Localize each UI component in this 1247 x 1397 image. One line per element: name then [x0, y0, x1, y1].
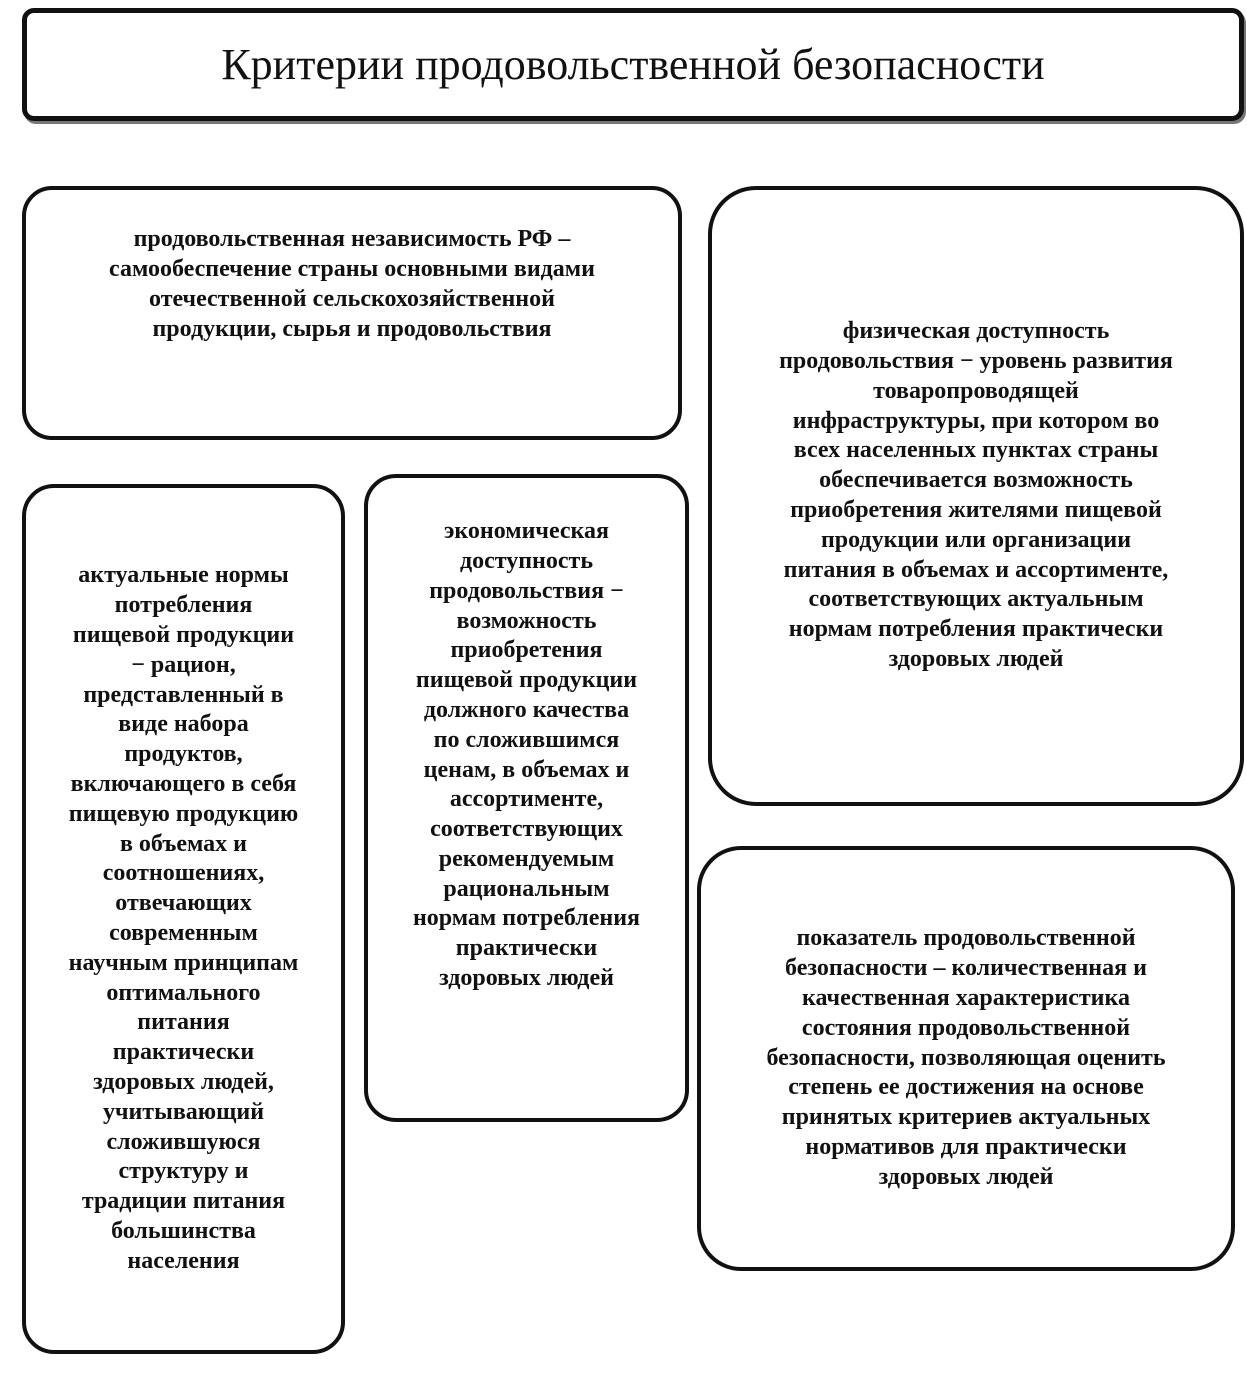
criterion-box-security-indicator — [697, 846, 1235, 1271]
criterion-text-security-indicator: показатель продовольственной безопасности – количественная и качественная характеристика состояния продовольственной безопасности, позволяющая оценить степень ее достижения на основе принятых критериев актуальных нормативов для практически здоровых людей — [766, 925, 1166, 1190]
criterion-text-economic-accessibility: экономическая доступность продовольствия − возможность приобретения пищевой продукции должного качества по сложившимся ценам, в объемах и ассортименте, соответствующих рекомендуемым рациональным нормам потребления практически здоровых людей — [412, 518, 641, 992]
criterion-box-physical-accessibility — [708, 186, 1244, 806]
criterion-text-consumption-norms: актуальные нормы потребления пищевой продукции − рацион, представленный в виде набора продуктов, включающего в себя пищевую продукцию в объемах и соотношениях, отвечающих современным научным принципам оптимального питания практически здоровых людей, учитывающий сложившуюся структуру и традиции питания большинства населения — [68, 562, 299, 1274]
criterion-text-physical-accessibility: физическая доступность продовольствия − уровень развития товаропроводящей инфраструктуры, при котором во всех населенных пунктах страны обеспечивается возможность приобретения жителями пищевой продукции или организации питания в объемах и ассортименте, соответствующих актуальным нормам потребления практически здоровых людей — [779, 318, 1173, 672]
criterion-text-food-independence: продовольственная независимость РФ – самообеспечение страны основными видами отечественной сельскохозяйственной продукции, сырья и продовольствия — [109, 226, 595, 342]
criterion-box-economic-accessibility — [364, 474, 689, 1122]
criterion-box-food-independence — [22, 186, 682, 440]
title-box — [22, 8, 1244, 121]
diagram-title: Критерии продовольственной безопасности — [221, 39, 1045, 89]
criterion-box-consumption-norms — [22, 484, 345, 1354]
